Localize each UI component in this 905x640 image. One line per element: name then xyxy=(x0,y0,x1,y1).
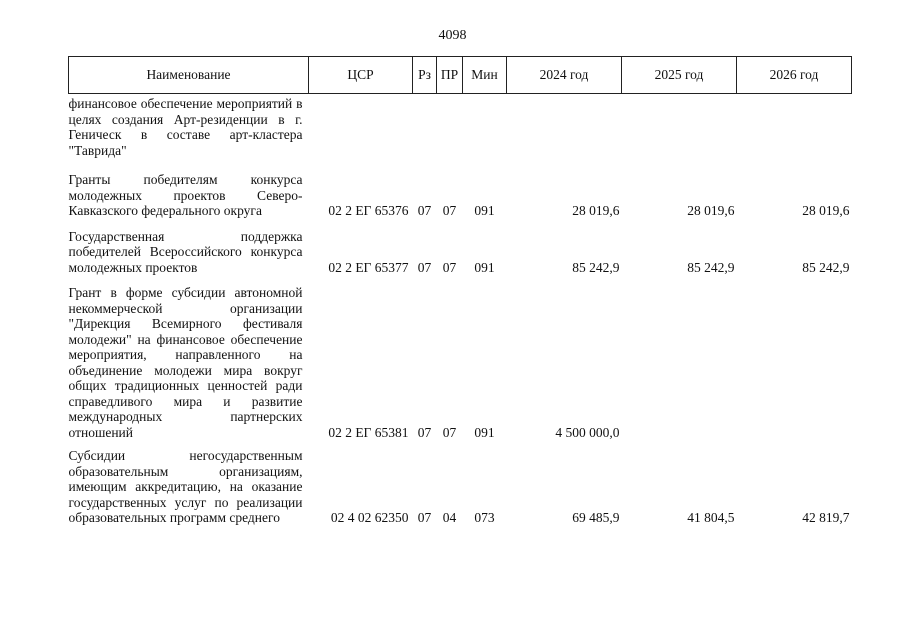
row-name: финансовое обеспечение мероприятий в целях создания Арт-резиденции в г. Геническ в составе арт-кластера "Таврида" xyxy=(68,96,303,158)
row-pr xyxy=(437,94,463,171)
row-2025 xyxy=(622,94,737,171)
row-min: 091 xyxy=(474,203,495,218)
row-min: 091 xyxy=(474,259,495,275)
row-2024: 85 242,9 xyxy=(572,259,620,275)
header-min: Мин xyxy=(463,57,507,94)
budget-table xyxy=(68,56,852,526)
row-2026 xyxy=(737,94,852,171)
row-name: Грант в форме субсидии автономной некоммерческой организации "Дирекция Всемирного фестиваля молодежи" на финансовое обеспечение мероприятия, направленного на объединение молодежи мира вокруг общих традиционных ценностей ради справедливого мира и развитие международных партнерских отношений xyxy=(68,285,303,440)
row-csr: 02 4 02 62350 xyxy=(330,510,409,525)
header-pr: ПР xyxy=(437,57,463,94)
row-min: 091 xyxy=(474,424,495,440)
row-min xyxy=(463,94,507,171)
row-2026: 85 242,9 xyxy=(802,259,850,275)
row-2024 xyxy=(507,94,622,171)
row-2024: 28 019,6 xyxy=(572,203,620,218)
row-rz: 07 xyxy=(417,510,432,525)
row-2025 xyxy=(622,283,737,448)
header-2026: 2026 год xyxy=(737,57,852,94)
row-csr xyxy=(309,94,413,171)
page-number: 4098 xyxy=(438,28,467,43)
header-name: Наименование xyxy=(69,57,309,94)
table-header-row xyxy=(69,57,852,94)
row-name: Субсидии негосударственным образовательным организациям, имеющим аккредитацию, на оказание государственных услуг по реализации образовательных программ среднего xyxy=(68,448,303,525)
table-row xyxy=(69,170,852,227)
row-csr: 02 2 ЕГ 65377 xyxy=(328,259,409,275)
row-rz xyxy=(413,94,437,171)
table-row xyxy=(69,448,852,526)
row-pr: 07 xyxy=(442,259,457,275)
row-min: 073 xyxy=(474,510,495,525)
header-rz: Рз xyxy=(413,57,437,94)
row-2024: 4 500 000,0 xyxy=(555,424,620,440)
row-2025: 85 242,9 xyxy=(687,259,735,275)
table-row xyxy=(69,227,852,284)
row-pr: 07 xyxy=(442,424,457,440)
row-2026: 42 819,7 xyxy=(802,510,850,525)
row-name: Государственная поддержка победителей Всероссийского конкурса молодежных проектов xyxy=(68,228,303,275)
row-rz: 07 xyxy=(417,424,432,440)
row-2025: 41 804,5 xyxy=(687,510,735,525)
table-row xyxy=(69,283,852,448)
row-2026: 28 019,6 xyxy=(802,203,850,218)
row-2024: 69 485,9 xyxy=(572,510,620,525)
row-rz: 07 xyxy=(417,203,432,218)
row-csr: 02 2 ЕГ 65381 xyxy=(328,424,409,440)
table-row xyxy=(69,94,852,171)
row-name: Гранты победителям конкурса молодежных проектов Северо-Кавказского федерального округа xyxy=(68,172,303,218)
row-rz: 07 xyxy=(417,259,432,275)
row-csr: 02 2 ЕГ 65376 xyxy=(328,203,409,218)
header-2025: 2025 год xyxy=(622,57,737,94)
row-pr: 04 xyxy=(442,510,457,525)
row-pr: 07 xyxy=(442,203,457,218)
row-2025: 28 019,6 xyxy=(687,203,735,218)
row-2026 xyxy=(737,283,852,448)
header-csr: ЦСР xyxy=(309,57,413,94)
header-2024: 2024 год xyxy=(507,57,622,94)
